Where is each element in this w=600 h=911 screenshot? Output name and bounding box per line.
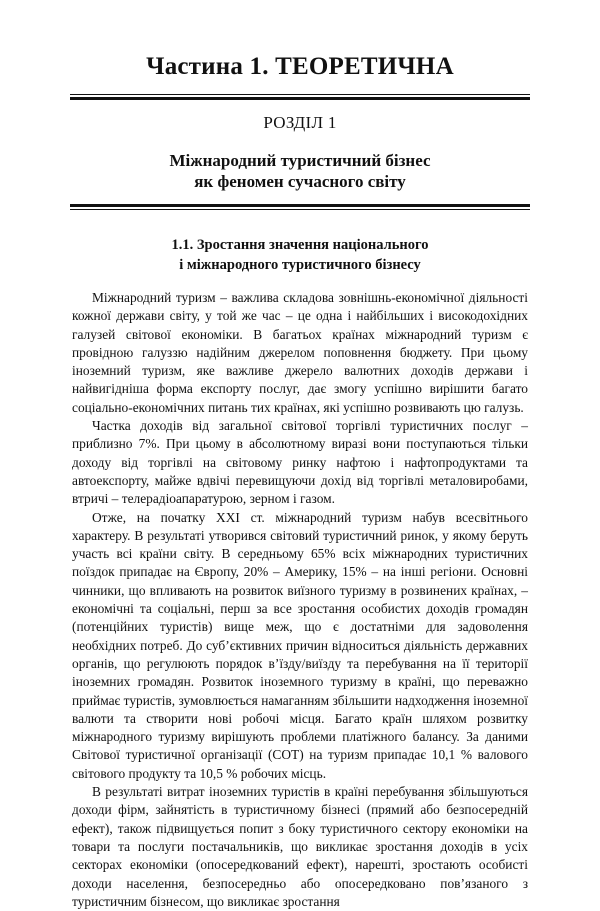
section-heading-line-1: Міжнародний туристичний бізнес (169, 151, 431, 170)
part-title: Частина 1. ТЕОРЕТИЧНА (146, 53, 454, 80)
paragraph: Частка доходів від загальної світової торгівлі туристичних послуг – приблизно 7%. При цьому в абсолютному виразі вони поступаються тільки доходу від торгівлі на світовому ринку нафтою і нафтопродуктами та автоекспорту, майже вдвічі перевищуючи дохід від торгівлі металовиробами, втричі – телерадіоапаратурою, зерном і газом. (72, 418, 528, 507)
section-label: РОЗДІЛ 1 (263, 113, 337, 132)
top-rule-thick (70, 97, 530, 100)
paragraph: Міжнародний туризм – важлива складова зовнішнь-економічної діяльності кожної держави світу, у той же час – це одна і найбільших і високодохідних галузей світової економіки. В багатьох країнах міжнародний туризм є провідною галуззю надійним джерелом поповнення бюджету. При цьому іноземний туризм, яке важливе джерело валютних доходів держави і найвигідніша форма експорту послуг, дає змогу успішно вирішити багато соціально-економічних питань тих країнах, які успішно розвивають цю галузь. (72, 290, 528, 415)
paragraph: Отже, на початку XXI ст. міжнародний туризм набув всесвітнього характеру. В результаті утворився світовий туристичний ринок, у якому беруть участь всі країни світу. В середньому 65% всіх міжнародних туристичних поїздок припадає на Європу, 20% – Америку, 15% – на інші регіони. Основні чинники, що впливають на розвиток виїзного туризму в розвинених країнах, – економічні та соціальні, перш за все зростання особистих доходів громадян (потенційних туристів) вище меж, що є достатніми для задоволення необхідних потреб. До суб’єктивних причин відноситься діяльність державних органів, що регулюють порядок в’їзду/виїзду та перебування на її території іноземних громадян. Розвиток іноземного туризму в країні, що переважно приймає туристів, зумовлюється намаганням збільшити надходження іноземної валюти та створити нові робочі місця. Багато країн шляхом розвитку міжнародного туризму вирішують проблеми платіжного балансу. За даними Світової туристичної організації (СОТ) на туризм припадає 10,1 % валового світового продукту та 10,5 % робочих місць. (72, 509, 528, 781)
subsection-heading-line-2: і міжнародного туристичного бізнесу (179, 257, 421, 273)
section-heading-line-2: як феномен сучасного світу (194, 172, 406, 191)
top-rule-thin (70, 94, 530, 95)
body-text (72, 289, 528, 911)
bottom-rule-thick (70, 204, 530, 207)
subsection-heading (0, 235, 600, 275)
bottom-rule-thin (70, 209, 530, 210)
paragraph: В результаті витрат іноземних туристів в країні перебування збільшуються доходи фірм, зайнятість в туристичному бізнесі (прямий або безпосередній ефект), також підвищується попит з боку туристичного сектору економіки на товари та послуги постачальників, що викликає зростання доходів в усіх секторах економіки (опосередкований ефект), нарешті, зростають особисті доходи населення, безпосередньо або опосередковано пов’язаного з туристичним бізнесом, що викликає зростання (72, 784, 528, 909)
subsection-heading-line-1: 1.1. Зростання значення національного (171, 237, 429, 253)
section-heading (0, 150, 600, 192)
